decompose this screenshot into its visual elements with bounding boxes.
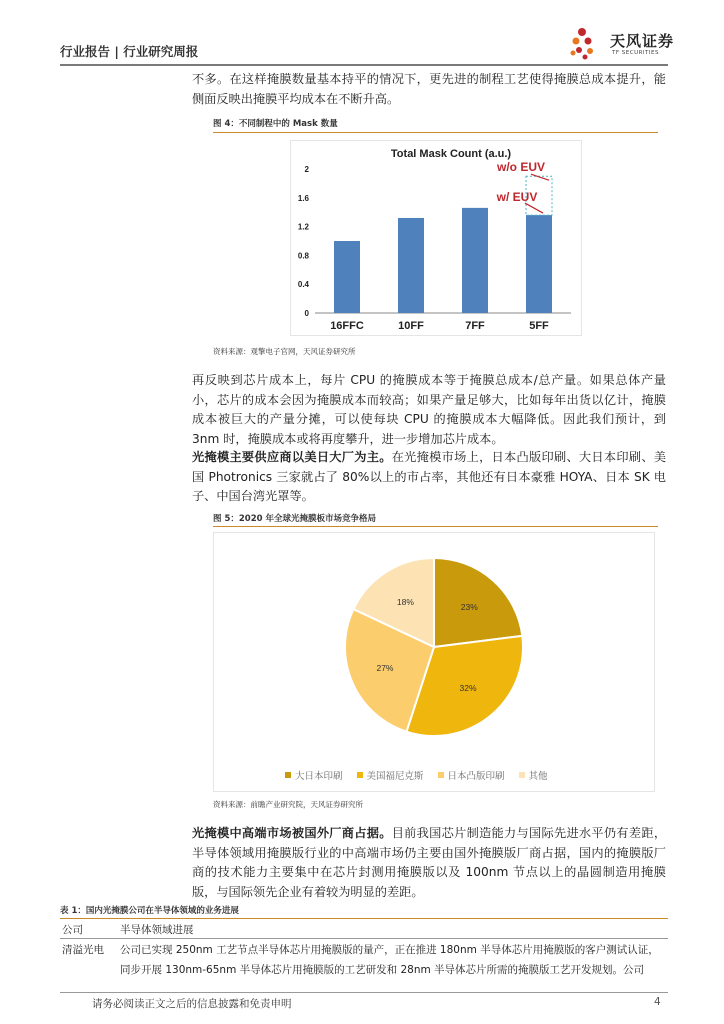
legend-label: 其他: [528, 771, 548, 782]
legend-item: [357, 768, 424, 782]
figure5-divider: [213, 526, 658, 527]
paragraph-market-gap-lead: 光掩模中高端市场被国外厂商占据。: [192, 826, 392, 840]
paragraph-market-gap: [192, 824, 666, 902]
legend-label: 大日本印刷: [295, 771, 343, 782]
logo-text: 天风证券: [610, 32, 675, 50]
table-top-rule: [60, 918, 668, 919]
footer-divider: [60, 992, 668, 993]
figure4-source: 资料来源：观擎电子官网，天风证券研究所: [213, 347, 356, 356]
x-tick-label: 16FFC: [330, 320, 364, 332]
paragraph-suppliers-body: 在光掩模市场上，日本凸版印刷、大日本印刷、美国 Photronics 三家就占了 80%以上的市占率，其他还有日本豪雅 HOYA、日本 SK 电子、中国台湾光罩等。: [192, 450, 667, 503]
x-tick-label: 10FF: [398, 320, 424, 332]
table-header-rule: [60, 938, 668, 939]
legend-item: [285, 768, 343, 782]
figure4-caption: 图 4：不同制程中的 Mask 数量: [213, 119, 338, 129]
legend-swatch: [519, 772, 525, 778]
pie-value-label: 18%: [396, 596, 414, 607]
report-category: 行业报告 | 行业研究周报: [60, 44, 199, 59]
y-tick-label: 0.8: [297, 251, 309, 261]
table1-caption: 表 1：国内光掩膜公司在半导体领域的业务进展: [60, 906, 239, 916]
wo-euv-label: w/o EUV: [496, 160, 546, 175]
bar: [526, 215, 552, 313]
table-cell-progress-line2: 同步开展 130nm-65nm 半导体芯片用掩膜版的工艺研发和 28nm 半导体芯片所需的掩膜版工艺开发规划。公司: [120, 964, 645, 976]
legend-label: 日本凸版印刷: [447, 771, 505, 782]
legend-swatch: [285, 772, 291, 778]
legend-swatch: [438, 772, 444, 778]
legend-item: [438, 768, 505, 782]
figure4-divider: [213, 132, 658, 133]
y-tick-label: 0.4: [297, 280, 309, 290]
table-cell-progress-line1: 公司已实现 250nm 工艺节点半导体芯片用掩膜版的量产，正在推进 180nm 半导体芯片用掩膜版的客户测试认证，: [120, 944, 659, 956]
y-tick-label: 1.6: [297, 193, 309, 203]
bar: [398, 218, 424, 313]
bar: [462, 208, 488, 313]
figure5-caption: 图 5：2020 年全球光掩膜板市场竞争格局: [213, 514, 376, 524]
paragraph-chip-cost: 再反映到芯片成本上，每片 CPU 的掩膜成本等于掩膜总成本/总产量。如果总体产量小，芯片的成本会因为掩膜成本而较高；如果产量足够大，比如每年出货以亿计，掩膜成本被巨大的产量分摊，可以使每块 CPU 的掩膜成本大幅降低。因此我们预计，到 3nm 时，掩膜成本或将再度攀升，进一步增加芯片成本。: [192, 373, 666, 446]
mask-count-chart: [290, 140, 582, 336]
market-share-chart: [213, 532, 655, 792]
figure5-source: 资料来源：前瞻产业研究院，天风证券研究所: [213, 800, 363, 809]
market-share-pie-svg: [214, 533, 654, 763]
legend-label: 美国福尼克斯: [366, 771, 424, 782]
table-header-progress: 半导体领域进展: [120, 924, 194, 936]
y-tick-label: 1.2: [297, 222, 309, 232]
pie-value-label: 27%: [376, 663, 394, 674]
pie-legend: [285, 768, 548, 782]
logo-subtext: TF SECURITIES: [612, 50, 659, 56]
x-tick-label: 5FF: [529, 320, 549, 332]
page-number: 4: [654, 996, 661, 1008]
y-tick-label: 0: [304, 309, 309, 318]
header-divider: [60, 64, 668, 66]
w-euv-arrow: [525, 203, 543, 213]
paragraph-suppliers-lead: 光掩模主要供应商以美日大厂为主。: [192, 450, 392, 464]
legend-swatch: [357, 772, 363, 778]
table-header-company: 公司: [62, 924, 83, 936]
mask-count-chart-svg: [291, 141, 581, 335]
x-tick-label: 7FF: [465, 320, 485, 332]
bar: [334, 241, 360, 313]
table-cell-company: 清溢光电: [62, 944, 104, 956]
wo-euv-arrow: [531, 174, 549, 180]
paragraph-mask-cost: 不多。在这样掩膜数量基本持平的情况下，更先进的制程工艺使得掩膜总成本提升，能侧面反映出掩膜平均成本在不断升高。: [192, 72, 666, 106]
chart-title: Total Mask Count (a.u.): [390, 148, 512, 160]
paragraph-suppliers: [192, 448, 666, 507]
pie-slice: [434, 558, 522, 647]
paragraph-market-gap-body: 目前我国芯片制造能力与国际先进水平仍有差距，半导体领域用掩膜版行业的中高端市场仍主要由国外掩膜版厂商占据，国内的掩膜版厂商的技术能力主要集中在芯片封测用掩膜版以及 100nm 节点以上的晶圆制造用掩膜版，与国际领先企业有着较为明显的差距。: [192, 826, 667, 899]
y-tick-label: 2: [304, 165, 309, 174]
legend-item: [519, 768, 548, 782]
pie-value-label: 32%: [459, 683, 477, 694]
pie-value-label: 23%: [460, 601, 478, 612]
footer-disclaimer: 请务必阅读正文之后的信息披露和免责申明: [92, 998, 292, 1010]
w-euv-label: w/ EUV: [496, 190, 538, 205]
